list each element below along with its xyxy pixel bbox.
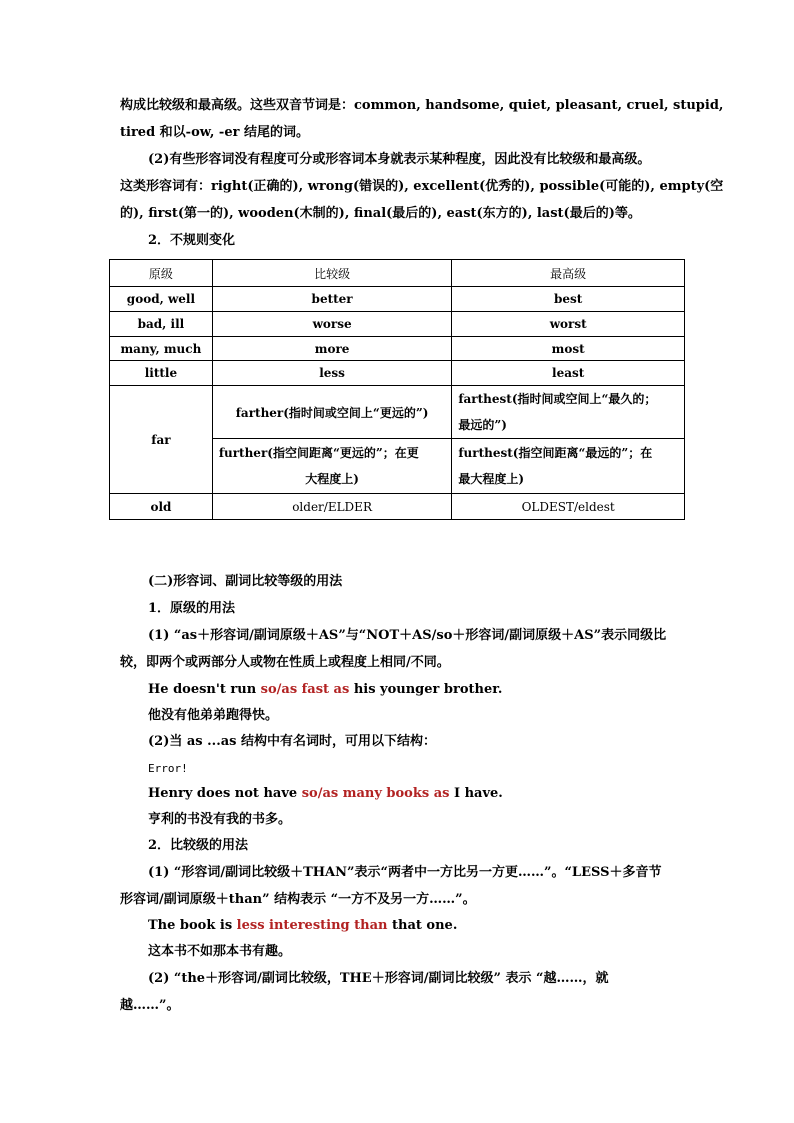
example-2: [148, 784, 708, 804]
irregular-forms-table: [109, 259, 685, 520]
table-row: [110, 312, 685, 337]
subheading-comparative: 2．比较级的用法: [148, 838, 249, 853]
subheading-positive: 1．原级的用法: [148, 601, 236, 616]
example-1-post: his younger brother.: [349, 682, 503, 697]
table-cell: worse: [212, 312, 452, 337]
subheading-irregular: 2．不规则变化: [148, 233, 236, 248]
header-comparative: 比较级: [212, 260, 452, 287]
example-2-post: I have.: [449, 786, 503, 801]
para-3-line-1: (1) “形容词/副词比较级＋THAN”表示“两者中一方比另一方更……”。“LESS＋多音节: [148, 865, 662, 880]
table-cell: little: [110, 361, 213, 386]
table-cell: best: [452, 287, 685, 312]
example-3-pre: The book is: [148, 918, 237, 933]
example-3-translation: 这本书不如那本书有趣。: [148, 944, 292, 959]
intro-line-2: tired 和以-ow, -er 结尾的词。: [120, 125, 309, 140]
farthest-line-2: 最远的”): [458, 418, 507, 432]
table-cell-farthest: [452, 386, 685, 439]
table-cell: many, much: [110, 337, 213, 361]
table-cell-furthest: [452, 439, 685, 494]
header-base: 原级: [110, 260, 213, 287]
table-cell: more: [212, 337, 452, 361]
table-cell: least: [452, 361, 685, 386]
further-line-2: 大程度上): [305, 472, 359, 486]
intro-line-4: 这类形容词有：right(正确的), wrong(错误的), excellent(优秀的), possible(可能的), empty(空: [120, 179, 724, 194]
furthest-line-1: furthest(指空间距离“最远的”；在: [458, 446, 653, 460]
further-line-1: further(指空间距离“更远的”；在更: [218, 446, 419, 460]
example-2-highlight: so/as many books as: [301, 786, 450, 801]
table-cell-further: [212, 439, 452, 494]
table-row: [110, 287, 685, 312]
table-row-far-1: [110, 386, 685, 439]
furthest-line-2: 最大程度上): [458, 472, 525, 486]
example-3-highlight: less interesting than: [236, 918, 388, 933]
error-text: Error!: [148, 762, 188, 775]
para-4-line-2: 越……”。: [120, 998, 180, 1013]
table-cell: older/ELDER: [212, 494, 452, 520]
para-3-line-2: 形容词/副词原级＋than” 结构表示 “一方不及另一方……”。: [120, 892, 476, 907]
para-4-line-1: (2) “the＋形容词/副词比较级，THE＋形容词/副词比较级” 表示 “越……，就: [148, 971, 609, 986]
table-row: [110, 337, 685, 361]
example-3: [148, 916, 708, 936]
example-1-highlight: so/as fast as: [260, 682, 350, 697]
example-1-translation: 他没有他弟弟跑得快。: [148, 708, 279, 723]
table-cell-farther: farther(指时间或空间上“更远的”): [212, 386, 452, 439]
table-cell: old: [110, 494, 213, 520]
table-cell: better: [212, 287, 452, 312]
table-cell: less: [212, 361, 452, 386]
para-1-line-1: (1) “as＋形容词/副词原级＋AS”与“NOT＋AS/so＋形容词/副词原级＋AS”表示同级比: [148, 628, 667, 643]
farthest-line-1: farthest(指时间或空间上“最久的；: [458, 392, 657, 406]
table-cell: bad, ill: [110, 312, 213, 337]
table-cell: OLDEST/eldest: [452, 494, 685, 520]
intro-line-1: 构成比较级和最高级。这些双音节词是：common, handsome, quiet, pleasant, cruel, stupid,: [120, 98, 724, 113]
table-cell-far: far: [110, 386, 213, 494]
intro-line-3: (2)有些形容词没有程度可分或形容词本身就表示某种程度，因此没有比较级和最高级。: [148, 152, 651, 167]
para-1-line-2: 较，即两个或两部分人或物在性质上或程度上相同/不同。: [120, 655, 450, 670]
para-2: (2)当 as ...as 结构中有名词时，可用以下结构：: [148, 734, 436, 749]
table-row-old: [110, 494, 685, 520]
table-header-row: [110, 260, 685, 287]
section-heading: (二)形容词、副词比较等级的用法: [148, 574, 343, 589]
example-2-translation: 亨利的书没有我的书多。: [148, 812, 292, 827]
table-row: [110, 361, 685, 386]
table-cell: most: [452, 337, 685, 361]
example-1-pre: He doesn't run: [148, 682, 261, 697]
intro-line-5: 的), first(第一的), wooden(木制的), final(最后的), east(东方的), last(最后的)等。: [120, 206, 641, 221]
example-2-pre: Henry does not have: [148, 786, 302, 801]
header-superlative: 最高级: [452, 260, 685, 287]
example-1: [148, 680, 708, 700]
table-cell: worst: [452, 312, 685, 337]
example-3-post: that one.: [387, 918, 458, 933]
table-cell: good, well: [110, 287, 213, 312]
